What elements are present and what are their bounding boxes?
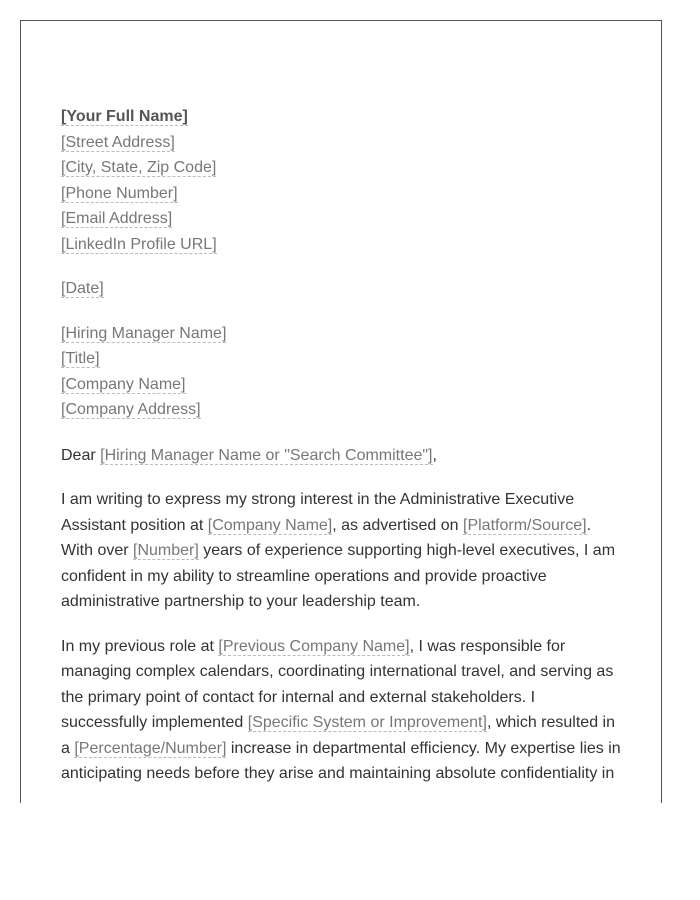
sender-linkedin[interactable]: [LinkedIn Profile URL] <box>61 235 217 253</box>
paragraph-experience <box>61 634 625 787</box>
sender-name[interactable]: [Your Full Name] <box>61 108 188 125</box>
salutation-name[interactable]: [Hiring Manager Name or "Search Committee"] <box>100 446 433 464</box>
sender-block <box>61 104 625 257</box>
letter-date[interactable]: [Date] <box>61 280 104 297</box>
letter-page <box>20 20 662 803</box>
p1-company[interactable]: [Company Name] <box>207 516 333 534</box>
p2-text-1: In my previous role at <box>61 637 219 655</box>
recipient-block <box>61 321 625 423</box>
p2-text-4: increase in departmental efficiency. My expertise lies in anticipating needs before they arise and maintaining absolute confidentiality in <box>61 739 621 782</box>
salutation <box>61 443 625 469</box>
sender-city[interactable]: [City, State, Zip Code] <box>61 159 217 176</box>
sender-phone[interactable]: [Phone Number] <box>61 184 178 202</box>
p1-text-3: . With over <box>61 516 592 559</box>
sender-email[interactable]: [Email Address] <box>61 210 173 227</box>
p2-system[interactable]: [Specific System or Improvement] <box>247 714 487 731</box>
recipient-manager[interactable]: [Hiring Manager Name] <box>61 324 227 342</box>
p2-text-3: , which resulted in a <box>61 714 615 757</box>
recipient-company[interactable]: [Company Name] <box>61 375 186 393</box>
recipient-title[interactable]: [Title] <box>61 350 100 367</box>
p1-text-1: I am writing to express my strong interest in the Administrative Executive Assistant position at <box>61 491 575 534</box>
salutation-prefix: Dear <box>61 446 101 464</box>
letter-content <box>61 104 625 787</box>
p2-percentage[interactable]: [Percentage/Number] <box>74 739 227 757</box>
p2-text-2: , I was responsible for managing complex calendars, coordinating international travel, and serving as the primary point of contact for internal and external stakeholders. I successfully implemented <box>61 637 614 731</box>
recipient-address[interactable]: [Company Address] <box>61 401 201 418</box>
p1-years[interactable]: [Number] <box>133 542 199 559</box>
p1-text-2: , as advertised on <box>332 516 463 534</box>
paragraph-intro <box>61 487 625 615</box>
p1-text-4: years of experience supporting high-level executives, I am confident in my ability to streamline operations and provide proactive administrative partnership to your leadership team. <box>61 542 616 610</box>
date-block <box>61 276 625 302</box>
p2-prev-company[interactable]: [Previous Company Name] <box>218 637 410 655</box>
p1-platform[interactable]: [Platform/Source] <box>463 516 587 534</box>
sender-street[interactable]: [Street Address] <box>61 133 175 151</box>
salutation-suffix: , <box>432 446 437 464</box>
